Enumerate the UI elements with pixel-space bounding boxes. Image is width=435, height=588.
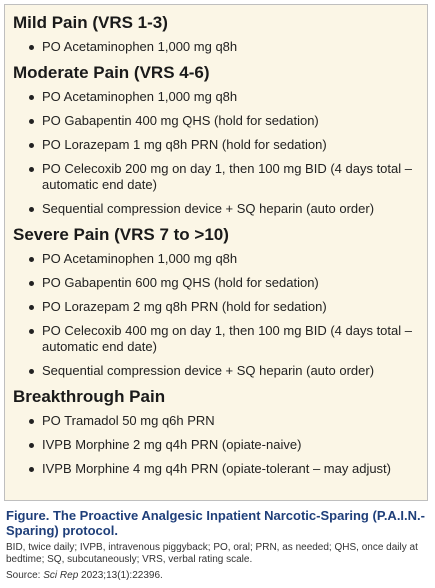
figure-title: Figure. The Proactive Analgesic Inpatient Narcotic-Sparing (P.A.I.N.-Sparing) protocol. [6,508,425,538]
section-heading: Mild Pain (VRS 1-3) [13,13,168,32]
list-item: PO Lorazepam 2 mg q8h PRN (hold for sedation) [13,299,419,315]
list-item: IVPB Morphine 4 mg q4h PRN (opiate-tolerant – may adjust) [13,461,419,477]
section-mild-pain [13,13,419,55]
source-prefix: Source: [6,570,44,581]
list-item: PO Tramadol 50 mg q6h PRN [13,413,419,429]
list-item: PO Celecoxib 200 mg on day 1, then 100 mg BID (4 days total – automatic end date) [13,161,419,193]
source-citation: 2023;13(1):22396. [78,570,163,581]
list-item: PO Gabapentin 600 mg QHS (hold for sedation) [13,275,419,291]
section-heading: Severe Pain (VRS 7 to >10) [13,225,229,244]
medication-list [13,89,419,217]
list-item: PO Celecoxib 400 mg on day 1, then 100 mg BID (4 days total – automatic end date) [13,323,419,355]
protocol-box [4,4,428,501]
section-severe-pain [13,225,419,379]
list-item: PO Acetaminophen 1,000 mg q8h [13,89,419,105]
figure-caption [6,508,428,582]
list-item: PO Gabapentin 400 mg QHS (hold for sedation) [13,113,419,129]
list-item: PO Lorazepam 1 mg q8h PRN (hold for sedation) [13,137,419,153]
list-item: PO Acetaminophen 1,000 mg q8h [13,251,419,267]
section-heading: Breakthrough Pain [13,387,166,406]
section-moderate-pain [13,63,419,217]
list-item: IVPB Morphine 2 mg q4h PRN (opiate-naive) [13,437,419,453]
list-item: PO Acetaminophen 1,000 mg q8h [13,39,419,55]
medication-list [13,39,419,55]
source-journal[interactable]: Sci Rep [43,570,79,581]
medication-list [13,413,419,477]
section-heading: Moderate Pain (VRS 4-6) [13,63,210,82]
list-item: Sequential compression device + SQ heparin (auto order) [13,201,419,217]
figure-source [6,570,428,582]
medication-list [13,251,419,379]
section-breakthrough-pain [13,387,419,477]
list-item: Sequential compression device + SQ heparin (auto order) [13,363,419,379]
figure-abbreviations: BID, twice daily; IVPB, intravenous piggyback; PO, oral; PRN, as needed; QHS, once daily at bedtime; SQ, subcutaneously; VRS, verbal rating scale. [6,542,418,565]
